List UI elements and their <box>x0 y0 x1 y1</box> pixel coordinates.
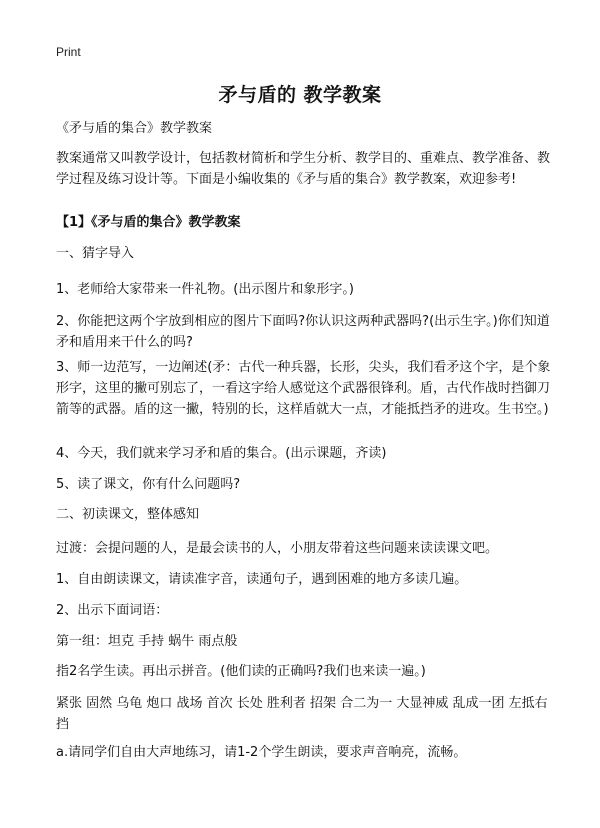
intro-paragraph: 教案通常又叫教学设计，包括教材简析和学生分析、教学目的、重难点、教学准备、教学过程及练习设计等。下面是小编收集的《矛与盾的集合》教学教案，欢迎参考! <box>56 151 551 187</box>
transition-paragraph: 过渡：会提问题的人，是最会读书的人，小朋友带着这些问题来读读课文吧。 <box>56 541 499 556</box>
word-list: 紧张 固然 乌龟 炮口 战场 首次 长处 胜利者 招架 合二为一 大显神威 乱成一团 左抵右挡 <box>56 696 548 732</box>
print-link[interactable]: Print <box>56 45 81 59</box>
read-step-2: 2、出示下面词语： <box>56 603 169 618</box>
practice-note: a.请同学们自由大声地练习，请1-2个学生朗读，要求声音响亮，流畅。 <box>56 745 467 760</box>
step-3: 3、师一边范写，一边阐述(矛：古代一种兵器，长形，尖头，我们看矛这个字，是个象形字，这里的撇可别忘了，一看这字给人感觉这个武器很锋利。盾，古代作战时挡御刀箭等的武器。盾的这一撇，特别的长，这样盾就大一点，才能抵挡矛的进攻。生书空。) <box>56 360 551 417</box>
step-1: 1、老师给大家带来一件礼物。(出示图片和象形字。) <box>56 282 354 297</box>
read-step-1: 1、自由朗读课文，请读准字音，读通句子，遇到困难的地方多读几遍。 <box>56 572 468 587</box>
part-heading-1: 一、猜字导入 <box>56 246 135 261</box>
step-5: 5、读了课文，你有什么问题吗? <box>56 477 241 492</box>
page-title: 矛与盾的 教学教案 <box>218 84 382 106</box>
section-heading: 【1】《矛与盾的集合》教学教案 <box>56 215 241 230</box>
pinyin-note: 指2名学生读。再出示拼音。(他们读的正确吗?我们也来读一遍。) <box>56 664 426 679</box>
word-group-1: 第一组：坦克 手持 蜗牛 雨点般 <box>56 634 238 649</box>
subtitle: 《矛与盾的集合》教学教案 <box>56 121 213 136</box>
step-2: 2、你能把这两个字放到相应的图片下面吗?你认识这两种武器吗?(出示生字。)你们知道矛和盾用来干什么的吗? <box>56 314 550 350</box>
step-4: 4、今天，我们就来学习矛和盾的集合。(出示课题，齐读) <box>56 446 387 461</box>
part-heading-2: 二、初读课文，整体感知 <box>56 507 200 522</box>
